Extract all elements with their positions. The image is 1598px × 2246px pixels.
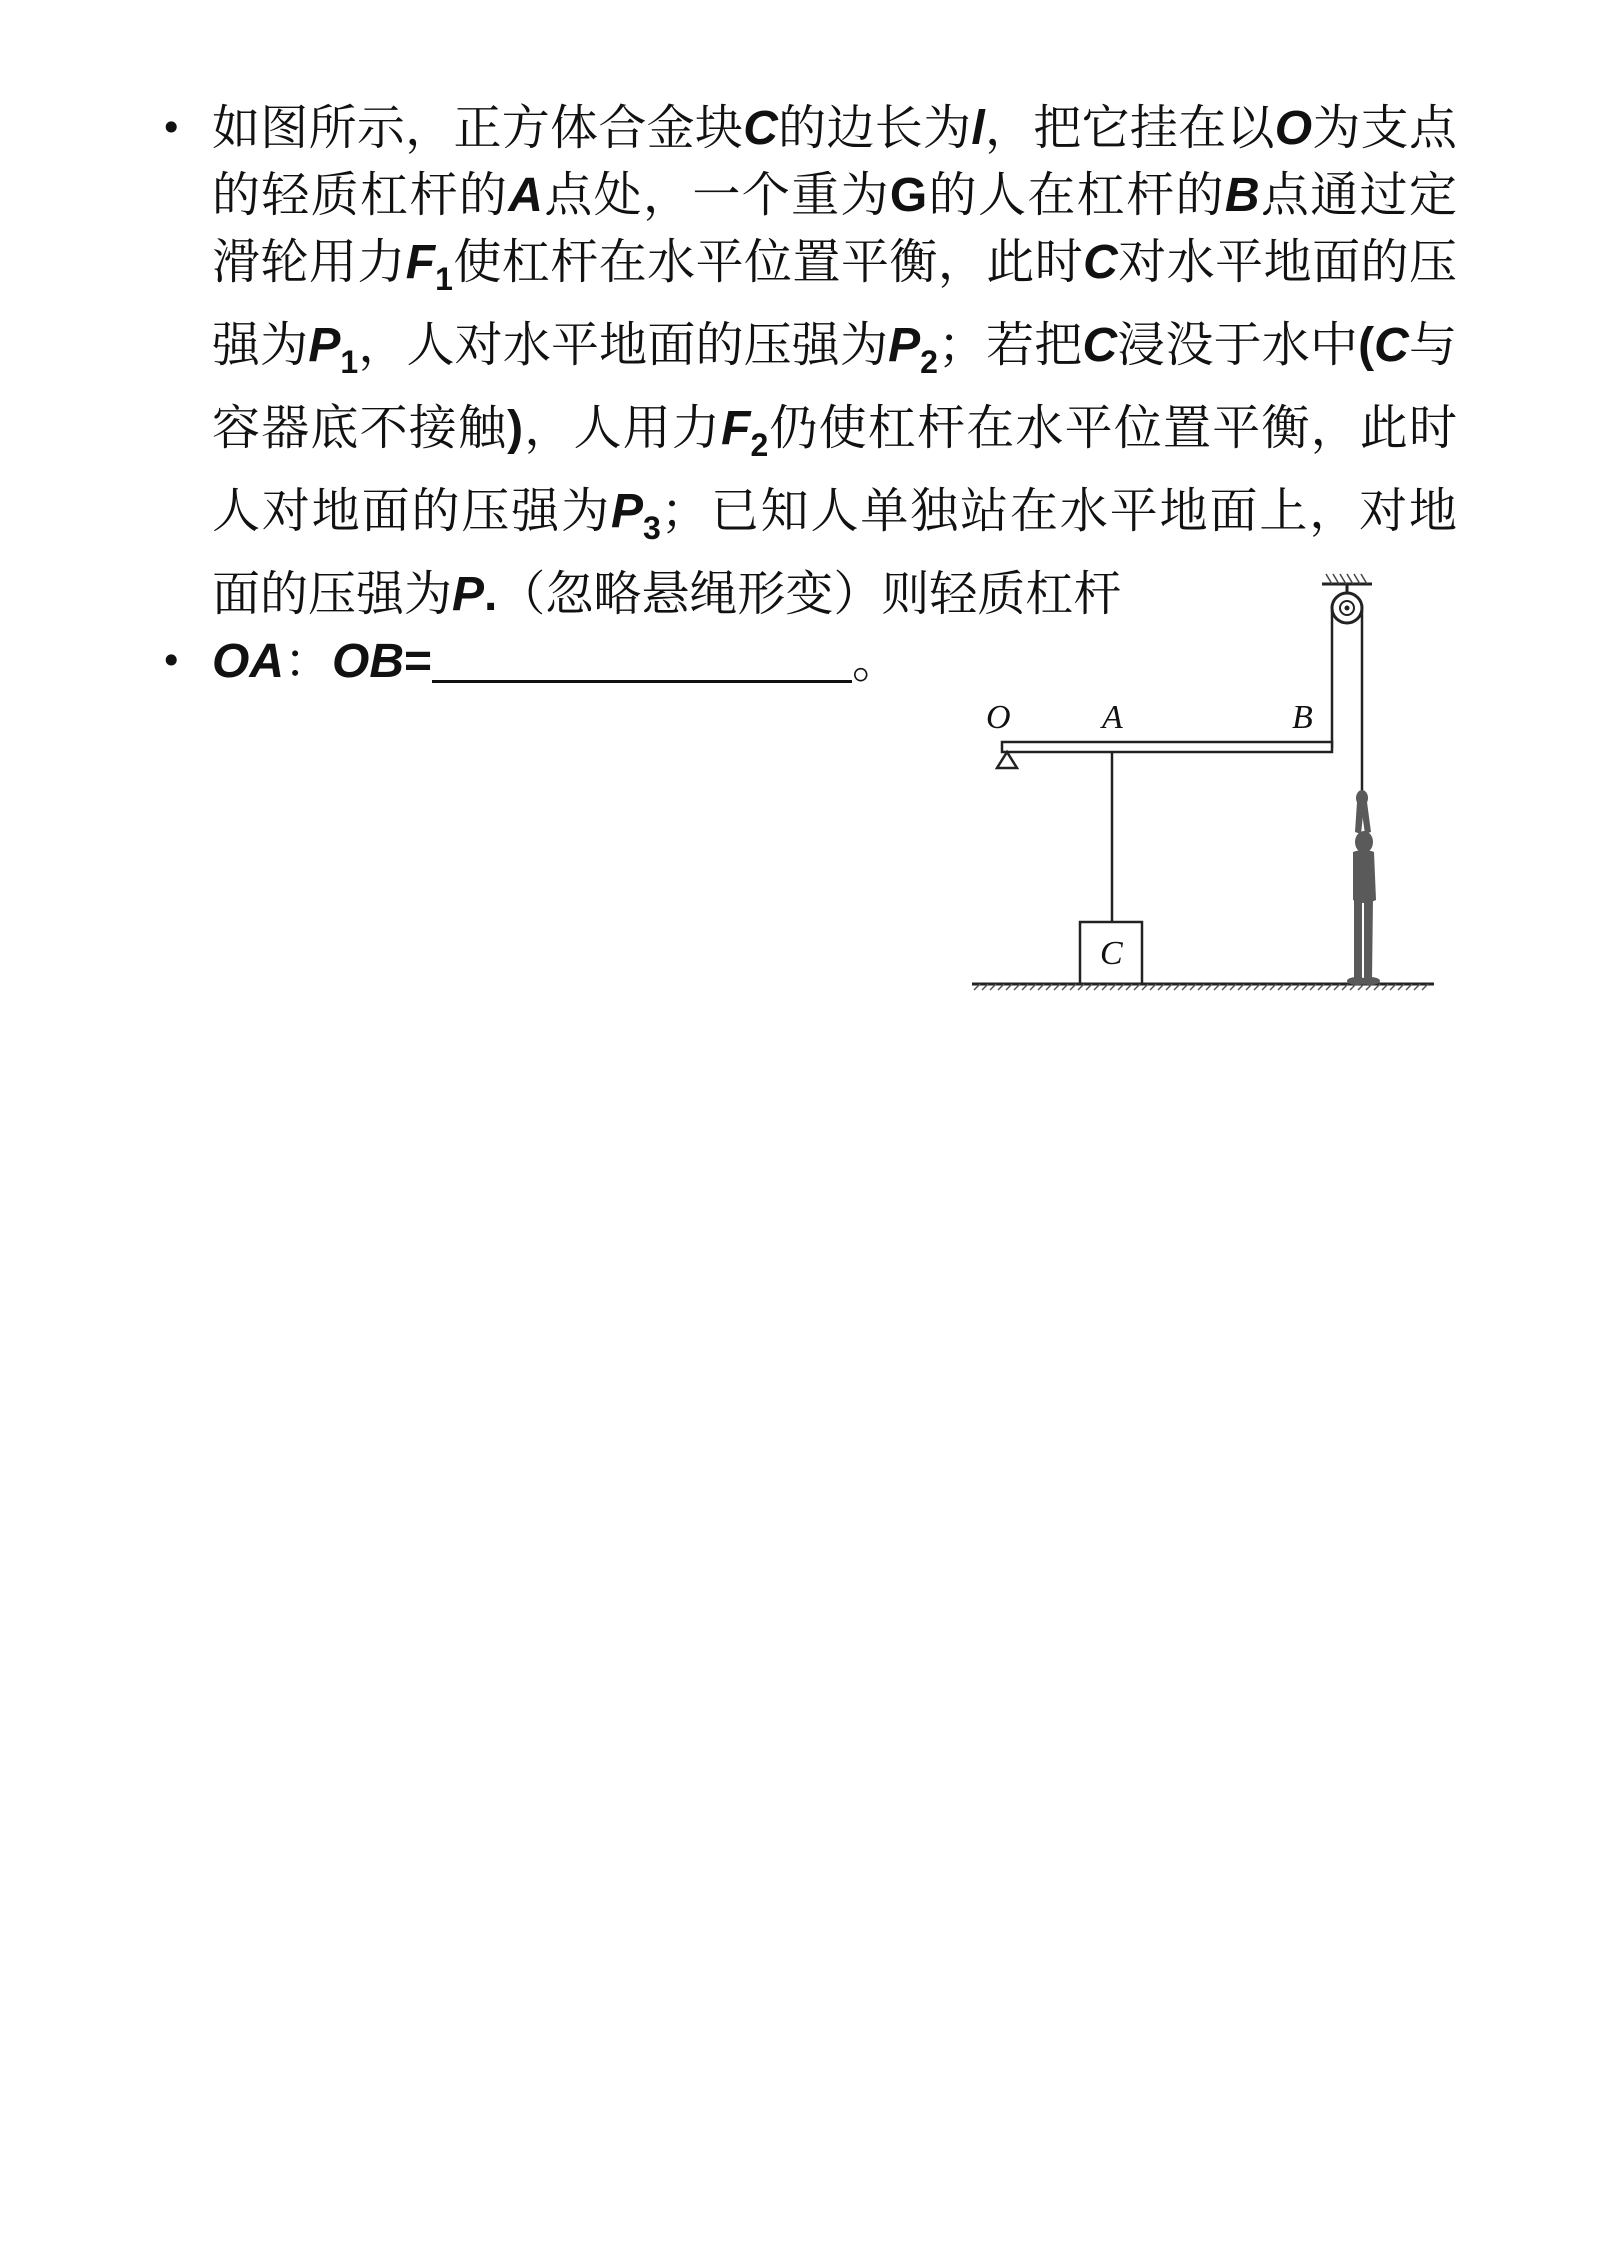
bullet-marker: • [160, 639, 183, 683]
question-text [212, 95, 1457, 628]
text-run: 点处，一个重为 [542, 167, 890, 223]
answer-colon: ： [284, 633, 333, 689]
text-run: 的人在杠杆的 [927, 167, 1225, 223]
text-run: ，人用力 [523, 400, 722, 456]
text-run: ，人对水平地面的压强为 [358, 317, 889, 373]
bullet-marker: • [160, 106, 183, 150]
answer-period: 。 [852, 633, 901, 689]
question-paragraph-item [150, 95, 1470, 628]
text-run: 仍使杠杆在水平位置平衡，此时人对地面的压强为 [212, 400, 1457, 539]
lever-bar [1002, 742, 1332, 752]
ceiling-mount [1322, 574, 1372, 592]
text-run: 与容器底不接触 [212, 317, 1457, 456]
person-silhouette [1347, 790, 1380, 985]
text-run: 对水平地面的压强为 [212, 234, 1457, 373]
symbol-upright: ) [507, 402, 524, 455]
answer-symbol-ob: OB [332, 635, 405, 688]
text-run: 如图所示，正方体合金块 [212, 100, 744, 156]
physics-symbol: C [1083, 236, 1118, 289]
fixed-pulley [1332, 593, 1362, 623]
text-run: ；若把 [937, 317, 1083, 373]
subscript: 3 [643, 510, 661, 546]
text-run: （忽略悬绳形变）则轻质杠杆 [497, 566, 1122, 622]
text-run: ；已知人单独站在水平地面上，对地面的压强为 [212, 483, 1457, 622]
answer-equals: = [404, 635, 433, 688]
physics-symbol: C [743, 102, 778, 155]
label-a: A [1102, 699, 1123, 736]
text-run: ，把它挂在以 [984, 100, 1275, 156]
symbol-upright: . [484, 568, 498, 621]
symbol-upright: G [889, 169, 928, 222]
lever-pulley-figure [960, 570, 1440, 1010]
physics-symbol: B [1224, 169, 1260, 222]
text-run: 使杠杆在水平位置平衡，此时 [452, 234, 1084, 290]
answer-symbol-oa: OA [212, 635, 284, 688]
answer-blank-field[interactable] [432, 636, 852, 683]
text-run: 点通过定滑轮用力 [212, 167, 1457, 290]
physics-symbol: F [721, 402, 751, 455]
physics-symbol: C [1082, 319, 1118, 372]
ground [972, 984, 1434, 990]
symbol-upright: ( [1358, 319, 1375, 372]
subscript: 1 [435, 261, 453, 297]
physics-symbol: P [452, 568, 485, 621]
physics-symbol: P [308, 319, 341, 372]
physics-symbol: C [1374, 319, 1409, 372]
physics-symbol: F [405, 236, 436, 289]
physics-symbol: O [1274, 102, 1313, 155]
physics-symbol: P [888, 319, 921, 372]
fulcrum-o [997, 752, 1017, 768]
label-c: C [1100, 935, 1123, 972]
physics-symbol: P [611, 485, 644, 538]
subscript: 2 [750, 427, 769, 463]
label-b: B [1292, 699, 1313, 736]
physics-symbol: l [971, 102, 985, 155]
text-run: 为支点的轻质杠杆的 [212, 100, 1457, 223]
subscript: 1 [340, 344, 359, 380]
label-o: O [986, 699, 1011, 736]
text-run: 浸没于水中 [1117, 317, 1359, 373]
physics-symbol: A [508, 169, 543, 222]
subscript: 2 [920, 344, 938, 380]
text-run: 的边长为 [777, 100, 972, 156]
